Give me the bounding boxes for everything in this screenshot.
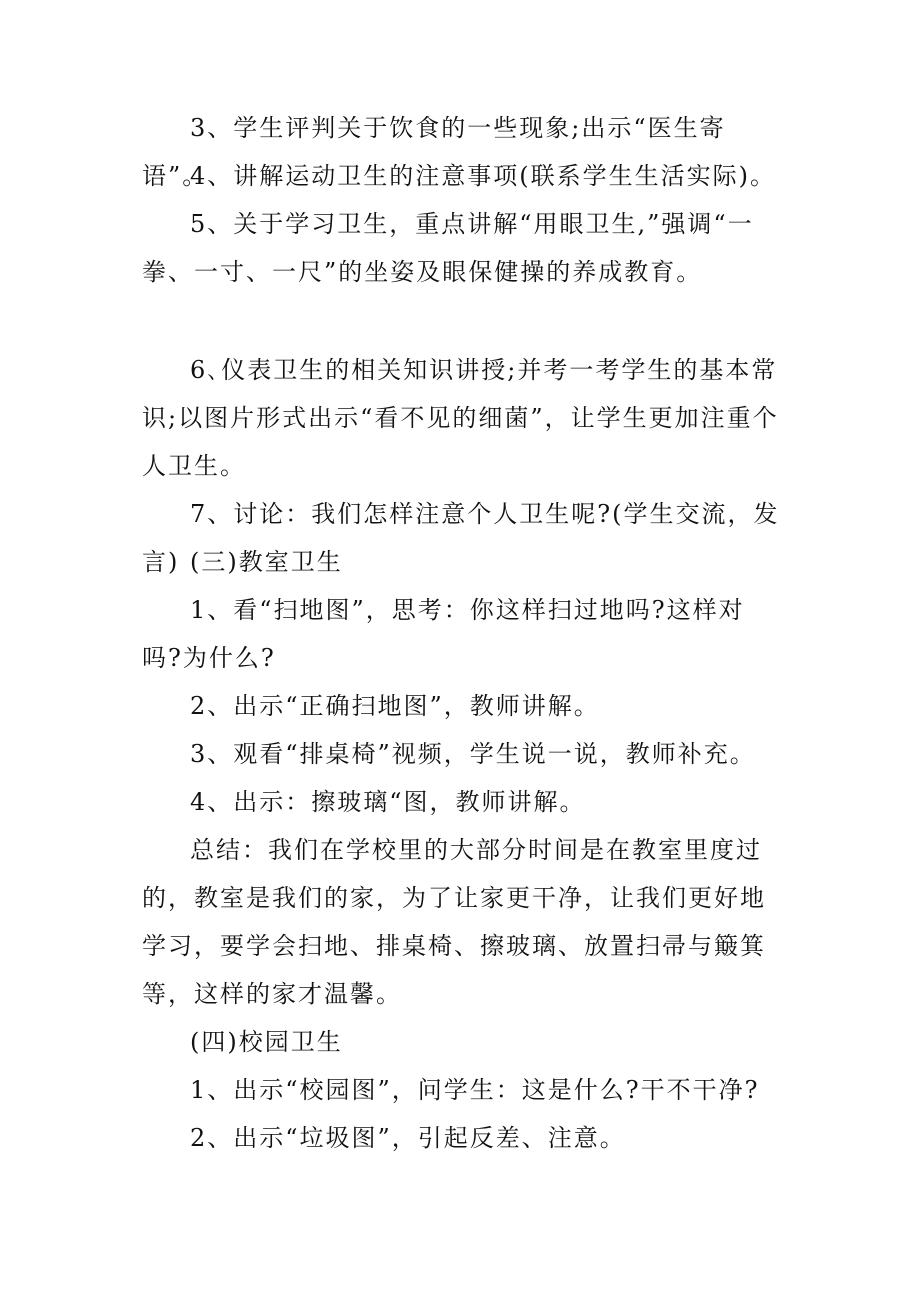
paragraph-arranging-desks: 3、观看“排桌椅”视频，学生说一说，教师补充。: [190, 740, 756, 768]
paragraph-correct-sweeping: 2、出示“正确扫地图”，教师讲解。: [190, 692, 600, 720]
section-heading-classroom: (三)教室卫生: [190, 548, 343, 576]
paragraph-appearance-hygiene: 6､仪表卫生的相关知识讲授;并考一考学生的基本常识;以图片形式出示“看不见的细菌”，让学生更加注重个人卫生。: [142, 356, 779, 480]
paragraph-exercise-hygiene: 4、讲解运动卫生的注意事项(联系学生生活实际)。: [190, 162, 776, 190]
paragraph-sweeping-picture: 1、看“扫地图”，思考：你这样扫过地吗?这样对吗?为什么?: [142, 596, 745, 672]
paragraph-study-hygiene: 5、关于学习卫生，重点讲解“用眼卫生,”强调“一拳、一寸、一尺”的坐姿及眼保健操的养成教育。: [142, 210, 754, 286]
paragraph-discussion: 7、讨论：我们怎样注意个人卫生呢?(学生交流，发言): [142, 500, 780, 576]
section-heading-campus: (四)校园卫生: [190, 1028, 343, 1056]
paragraph-campus-picture: 1、出示“校园图”，问学生：这是什么?干不干净?: [190, 1076, 760, 1104]
paragraph-diet-phenomena: 3、学生评判关于饮食的一些现象;出示“医生寄语”。: [142, 114, 726, 190]
paragraph-cleaning-glass: 4、出示：擦玻璃“图，教师讲解。: [190, 788, 586, 816]
paragraph-garbage-picture: 2、出示“垃圾图”，引起反差、注意。: [190, 1124, 626, 1152]
paragraph-summary: 总结：我们在学校里的大部分时间是在教室里度过的，教室是我们的家，为了让家更干净，让我们更好地学习，要学会扫地、排桌椅、擦玻璃、放置扫帚与簸箕等，这样的家才温馨。: [142, 836, 766, 1008]
